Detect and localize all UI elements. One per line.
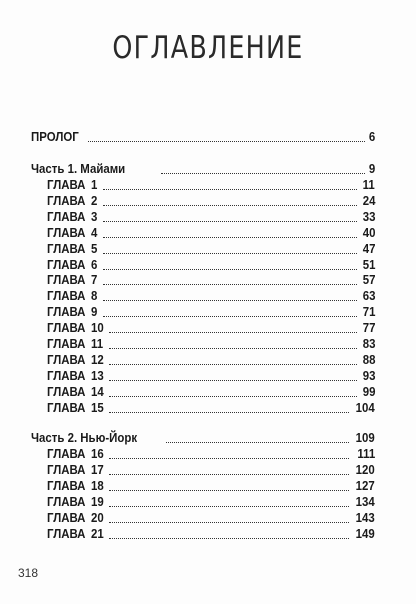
dot-leader xyxy=(103,189,357,190)
dot-leader xyxy=(109,396,357,397)
toc-entry-chapter[interactable] xyxy=(47,177,375,193)
toc-entry-chapter-number: 17 xyxy=(91,461,104,477)
toc-entry-chapter[interactable] xyxy=(47,288,375,304)
dot-leader xyxy=(109,380,357,381)
toc-entry-chapter-number: 13 xyxy=(91,367,104,383)
dot-leader xyxy=(103,284,357,285)
toc-entry-page: 134 xyxy=(355,493,375,509)
toc-entry-chapter-number: 12 xyxy=(91,351,104,367)
dot-leader xyxy=(109,538,349,539)
toc-entry-chapter[interactable] xyxy=(47,384,375,400)
toc-entry-label: ГЛАВА xyxy=(47,525,86,541)
toc-entry-chapter-number: 3 xyxy=(91,208,98,224)
toc-entry-chapter-number: 20 xyxy=(91,509,104,525)
toc-entry-label: ГЛАВА xyxy=(47,320,86,336)
toc-entry-label: ГЛАВА xyxy=(47,177,86,192)
toc-entry-chapter[interactable] xyxy=(47,320,375,336)
toc-entry-label: ГЛАВА xyxy=(47,351,86,367)
toc-entry-chapter[interactable] xyxy=(47,494,375,510)
dot-leader xyxy=(103,205,357,206)
toc-entry-chapter[interactable] xyxy=(47,352,375,368)
toc-entry-page: 33 xyxy=(362,208,375,224)
toc-entry-chapter-number: 19 xyxy=(91,493,104,509)
toc-entry-label: ГЛАВА xyxy=(47,383,86,399)
toc-entry-page: 40 xyxy=(362,224,375,240)
dot-leader xyxy=(88,141,365,142)
toc-entry-chapter[interactable] xyxy=(47,462,375,478)
toc-entry-chapter[interactable] xyxy=(47,241,375,257)
dot-leader xyxy=(103,300,357,301)
toc-entry-label: ГЛАВА xyxy=(47,272,86,288)
toc-entry-chapter[interactable] xyxy=(47,193,375,209)
toc-entry-page: 120 xyxy=(355,461,375,477)
toc-entry-chapter[interactable] xyxy=(47,510,375,526)
toc-entry-chapter[interactable] xyxy=(47,272,375,288)
dot-leader xyxy=(103,269,357,270)
dot-leader xyxy=(103,253,357,254)
toc-entry-label: ГЛАВА xyxy=(47,288,86,304)
dot-leader xyxy=(166,442,349,443)
toc-entry-page: 63 xyxy=(362,288,375,304)
toc-entry-chapter-number: 6 xyxy=(91,256,98,272)
toc-entry-chapter-number: 9 xyxy=(91,304,98,320)
toc-entry-chapter-number: 21 xyxy=(91,525,104,541)
page-title: ОГЛАВЛЕНИЕ xyxy=(112,30,304,66)
toc-entry-page: 143 xyxy=(355,509,375,525)
dot-leader xyxy=(109,506,349,507)
toc-entry-page: 109 xyxy=(355,430,375,445)
toc-entry-label: ГЛАВА xyxy=(47,240,86,256)
toc-entry-page: 111 xyxy=(357,446,375,461)
toc-entry-page: 93 xyxy=(362,367,375,383)
toc-entry-chapter-number: 18 xyxy=(91,477,104,493)
toc-entry-label: Часть 2. Нью-Йорк xyxy=(31,430,138,445)
dot-leader xyxy=(161,173,365,174)
toc-entry-chapter[interactable] xyxy=(47,368,375,384)
toc-entry-page: 71 xyxy=(362,304,375,320)
dot-leader xyxy=(103,221,357,222)
toc-entry-label: ГЛАВА xyxy=(47,509,86,525)
toc-entry-label: ПРОЛОГ xyxy=(31,129,79,144)
toc-entry-page: 149 xyxy=(355,525,375,541)
toc-entry-chapter-number: 4 xyxy=(91,224,98,240)
toc-entry-chapter[interactable] xyxy=(47,225,375,241)
toc-entry-label: ГЛАВА xyxy=(47,304,86,320)
toc-entry-page: 11 xyxy=(362,177,375,192)
toc-entry-chapter-number: 5 xyxy=(91,240,98,256)
dot-leader xyxy=(109,522,349,523)
dot-leader xyxy=(109,474,349,475)
toc-entry-prologue[interactable] xyxy=(31,129,375,145)
dot-leader xyxy=(103,316,357,317)
toc-entry-chapter-number: 16 xyxy=(91,446,104,461)
toc-entry-label: ГЛАВА xyxy=(47,461,86,477)
toc-entry-page: 83 xyxy=(362,336,375,351)
dot-leader xyxy=(103,237,357,238)
toc-entry-part2[interactable] xyxy=(31,430,375,446)
toc-entry-chapter-number: 8 xyxy=(91,288,98,304)
toc-entry-label: ГЛАВА xyxy=(47,192,86,208)
toc-entry-page: 6 xyxy=(368,129,375,144)
toc-entry-label: ГЛАВА xyxy=(47,367,86,383)
toc-entry-label: ГЛАВА xyxy=(47,256,86,272)
toc-entry-label: ГЛАВА xyxy=(47,477,86,493)
page-number: 318 xyxy=(18,566,39,580)
toc-entry-label: ГЛАВА xyxy=(47,399,86,415)
toc-entry-page: 51 xyxy=(362,256,375,272)
dot-leader xyxy=(109,348,357,349)
toc-entry-chapter-number: 10 xyxy=(91,320,104,336)
toc-entry-page: 99 xyxy=(362,383,375,399)
toc-entry-page: 47 xyxy=(362,240,375,256)
dot-leader xyxy=(109,458,349,459)
toc-entry-chapter-number: 2 xyxy=(91,192,98,208)
toc-entry-page: 127 xyxy=(355,477,375,493)
toc-entry-chapter[interactable] xyxy=(47,257,375,273)
toc-entry-page: 88 xyxy=(362,351,375,367)
toc-entry-label: ГЛАВА xyxy=(47,336,86,351)
toc-entry-chapter-number: 14 xyxy=(91,383,104,399)
toc-entry-chapter-number: 11 xyxy=(91,336,104,351)
toc-entry-chapter-number: 15 xyxy=(91,399,104,415)
toc-entry-chapter[interactable] xyxy=(47,526,375,542)
toc-entry-chapter[interactable] xyxy=(47,478,375,494)
toc-entry-chapter-number: 7 xyxy=(91,272,98,288)
toc-entry-label: ГЛАВА xyxy=(47,208,86,224)
toc-entry-page: 24 xyxy=(362,192,375,208)
toc-entry-chapter[interactable] xyxy=(47,336,375,352)
toc-entry-page: 104 xyxy=(355,399,375,415)
toc-entry-page: 57 xyxy=(362,272,375,288)
toc-entry-part1[interactable] xyxy=(31,161,375,177)
toc-entry-chapter-number: 1 xyxy=(91,177,98,192)
toc-entry-label: Часть 1. Майами xyxy=(31,161,126,176)
toc-entry-chapter[interactable] xyxy=(47,209,375,225)
toc-entry-label: ГЛАВА xyxy=(47,224,86,240)
dot-leader xyxy=(109,332,357,333)
dot-leader xyxy=(109,412,349,413)
dot-leader xyxy=(109,490,349,491)
toc-entry-chapter[interactable] xyxy=(47,304,375,320)
toc-entry-label: ГЛАВА xyxy=(47,493,86,509)
toc-entry-chapter[interactable] xyxy=(47,446,375,462)
toc-entry-page: 9 xyxy=(368,161,375,176)
toc-entry-page: 77 xyxy=(362,320,375,336)
dot-leader xyxy=(109,364,357,365)
toc-entry-label: ГЛАВА xyxy=(47,446,86,461)
toc-entry-chapter[interactable] xyxy=(47,400,375,416)
